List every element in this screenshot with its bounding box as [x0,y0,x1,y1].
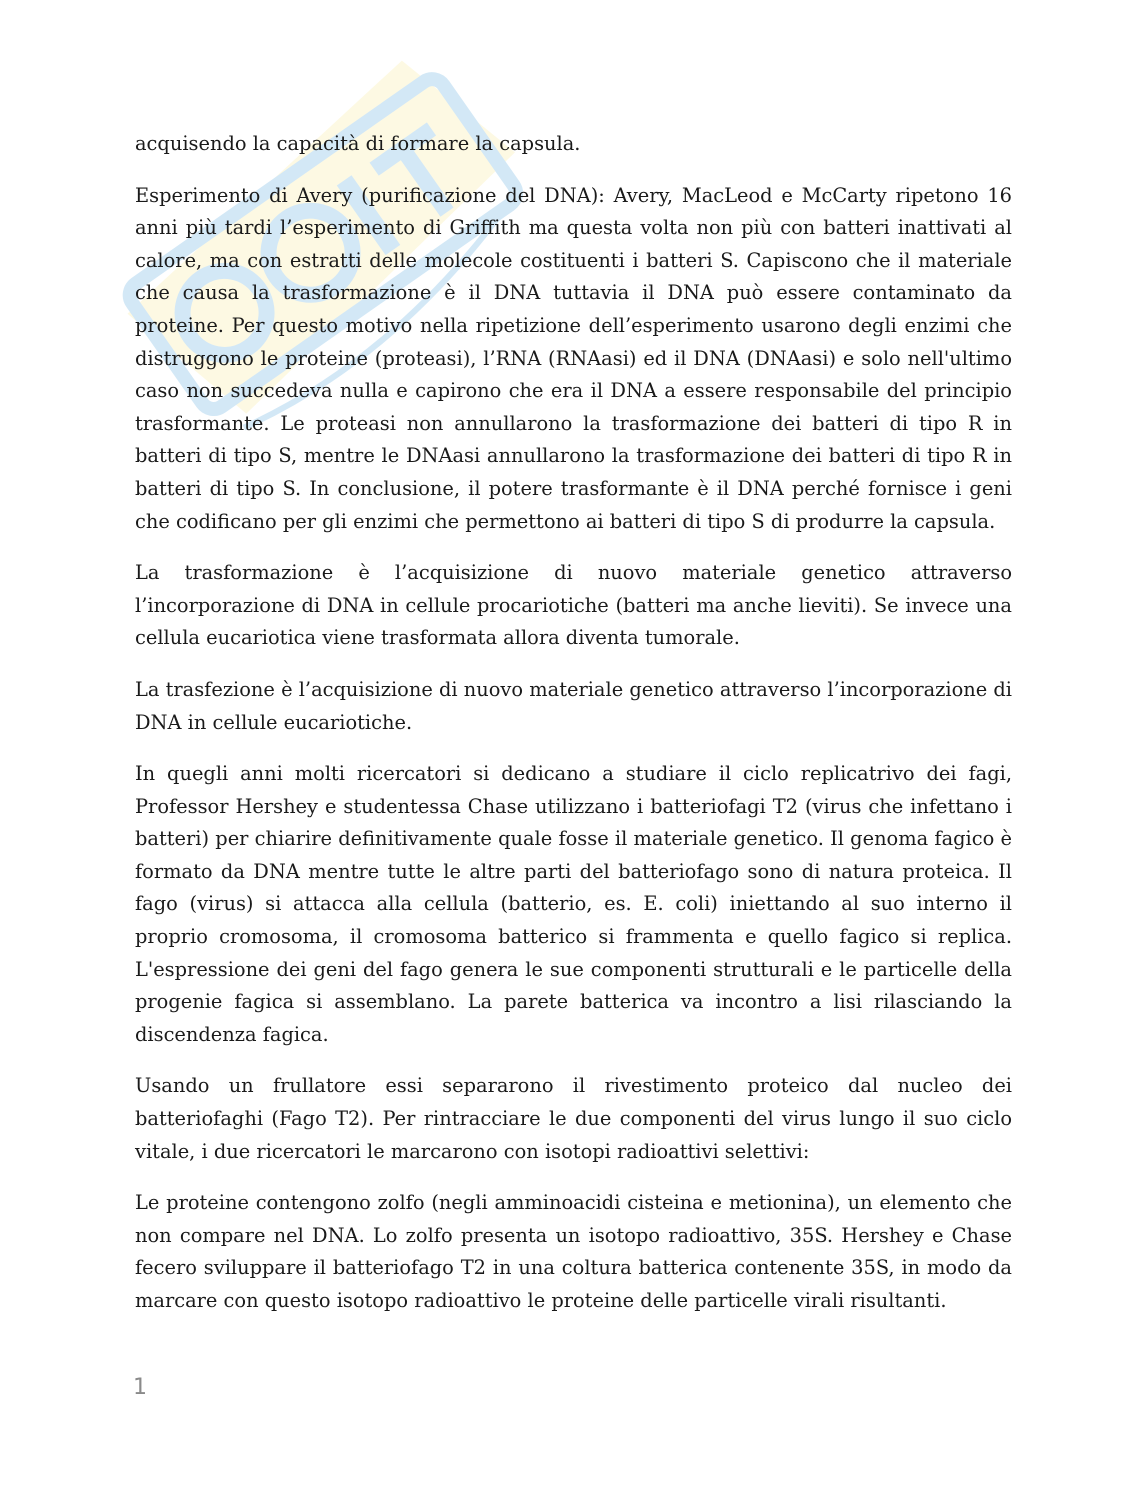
paragraph-transformation: La trasformazione è l’acquisizione di nuovo materiale genetico attraverso l’incorporazione di DNA in cellule procariotiche (batteri ma anche lieviti). Se invece una cellula eucariotica viene trasformata allora diventa tumorale. [135,561,1012,650]
page-number: 1 [133,1375,147,1400]
paragraph-capsule-continuation: acquisendo la capacità di formare la capsula. [135,132,581,155]
paragraph-blender: Usando un frullatore essi separarono il rivestimento proteico dal nucleo dei batteriofaghi (Fago T2). Per rintracciare le due componenti del virus lungo il suo ciclo vitale, i due ricercatori le marcarono con isotopi radioattivi selettivi: [135,1074,1012,1163]
document-body [135,128,1012,1337]
paragraph-avery-experiment: Esperimento di Avery (purificazione del DNA): Avery, MacLeod e McCarty ripetono 16 anni più tardi l’esperimento di Griffith ma questa volta non più con batteri inattivati al calore, ma con estratti delle molecole costituenti i batteri S. Capiscono che il materiale che causa la trasformazione è il DNA tuttavia il DNA può essere contaminato da proteine. Per questo motivo nella ripetizione dell’esperimento usarono degli enzimi che distruggono le proteine (proteasi), l’RNA (RNAasi) ed il DNA (DNAasi) e solo nell'ultimo caso non succedeva nulla e capirono che era il DNA a essere responsabile del principio trasformante. Le proteasi non annullarono la trasformazione dei batteri di tipo R in batteri di tipo S, mentre le DNAasi annullarono la trasformazione dei batteri di tipo R in batteri di tipo S. In conclusione, il potere trasformante è il DNA perché fornisce i geni che codificano per gli enzimi che permettono ai batteri di tipo S di produrre la capsula. [135,183,1012,533]
paragraph-hershey-chase: In quegli anni molti ricercatori si dedicano a studiare il ciclo replicatrivo dei fagi, Professor Hershey e studentessa Chase utilizzano i batteriofagi T2 (virus che infettano i batteri) per chiarire definitivamente quale fosse il materiale genetico. Il genoma fagico è formato da DNA mentre tutte le altre parti del batteriofago sono di natura proteica. Il fago (virus) si attacca alla cellula (batterio, es. E. coli) iniettando al suo interno il proprio cromosoma, il cromosoma batterico si frammenta e quello fagico si replica. L'espressione dei geni del fago genera le sue componenti strutturali e le particelle della progenie fagica si assemblano. La parete batterica va incontro a lisi rilasciando la discendenza fagica. [135,762,1012,1046]
paragraph-sulfur-labeling: Le proteine contengono zolfo (negli amminoacidi cisteina e metionina), un elemento che non compare nel DNA. Lo zolfo presenta un isotopo radioattivo, 35S. Hershey e Chase fecero sviluppare il batteriofago T2 in una coltura batterica contenente 35S, in modo da marcare con questo isotopo radioattivo le proteine delle particelle virali risultanti. [135,1191,1012,1312]
paragraph-transfection: La trasfezione è l’acquisizione di nuovo materiale genetico attraverso l’incorporazione di DNA in cellule eucariotiche. [135,677,1012,734]
